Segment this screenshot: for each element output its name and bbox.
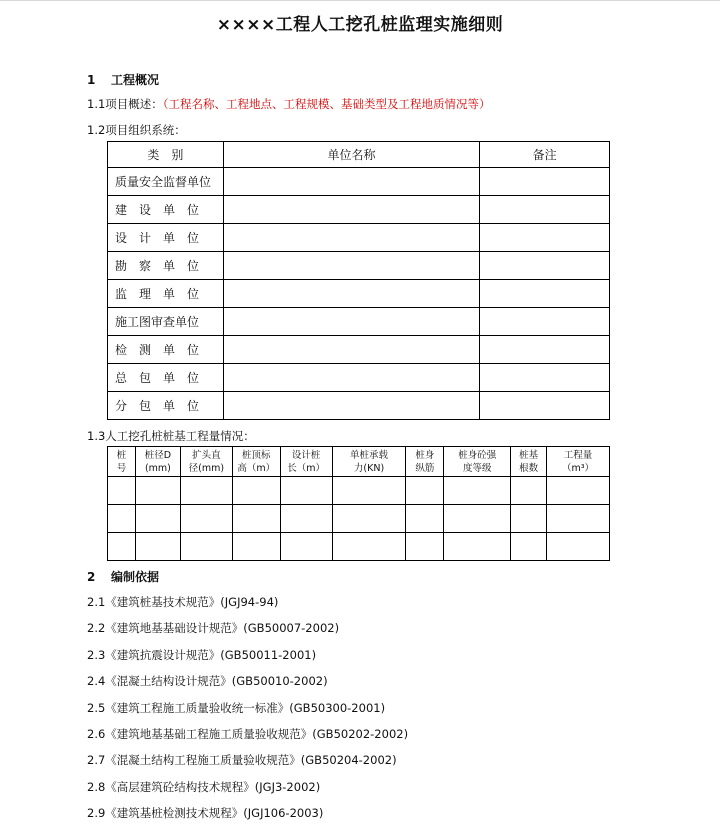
pile-header-text: (mm) [144, 462, 171, 474]
org-remark-cell [480, 364, 610, 392]
pile-cell [444, 477, 511, 505]
org-remark-cell [480, 392, 610, 420]
pile-cell [406, 505, 444, 533]
pile-header-text: 桩 [116, 449, 127, 461]
org-unit-name-cell [223, 280, 479, 308]
pile-header-text: 度等级 [462, 462, 492, 474]
pile-header-text: 桩基 [519, 449, 539, 461]
section-2-number: 2 [87, 570, 96, 584]
pile-cell [135, 477, 180, 505]
org-table [107, 141, 610, 420]
pile-header-text: 力(KN) [353, 462, 385, 474]
pile-table-row [108, 505, 610, 533]
pile-cell [108, 505, 136, 533]
pile-header-text: 桩顶标 [241, 449, 271, 461]
org-unit-name-cell [223, 196, 479, 224]
pile-header-cell [332, 447, 406, 477]
pile-cell [108, 477, 136, 505]
pile-table [107, 446, 610, 561]
pile-cell [406, 477, 444, 505]
org-unit-name-cell [223, 392, 479, 420]
org-table-row [108, 196, 610, 224]
reference-item: 2.4《混凝土结构设计规范》(GB50010-2002) [87, 674, 328, 689]
pile-cell [232, 505, 280, 533]
org-table-row [108, 224, 610, 252]
org-remark-cell [480, 308, 610, 336]
pile-header-text: 径(mm) [188, 462, 225, 474]
org-table-row [108, 392, 610, 420]
org-unit-name-cell [223, 336, 479, 364]
org-table-row [108, 308, 610, 336]
org-header-cell: 备注 [480, 142, 610, 168]
reference-item: 2.6《建筑地基基础工程施工质量验收规范》(GB50202-2002) [87, 727, 409, 741]
section-2-title: 编制依据 [111, 570, 160, 584]
pile-header-text: 高（m） [237, 462, 276, 474]
pile-header-cell [444, 447, 511, 477]
pile-cell [444, 505, 511, 533]
item-1-1-label: 1.1项目概述： [87, 97, 163, 111]
pile-cell [232, 477, 280, 505]
pile-cell [135, 505, 180, 533]
pile-cell [180, 505, 232, 533]
org-unit-name-cell [223, 224, 479, 252]
reference-item: 2.2《建筑地基基础设计规范》(GB50007-2002) [87, 621, 340, 636]
pile-header-cell [280, 447, 332, 477]
pile-cell [406, 533, 444, 561]
pile-table-header [108, 447, 610, 477]
pile-header-text: 工程量 [563, 449, 593, 461]
pile-header-cell [406, 447, 444, 477]
section-1-number: 1 [87, 73, 96, 87]
item-1-3: 1.3人工挖孔桩桩基工程量情况： [87, 429, 255, 443]
org-remark-cell [480, 224, 610, 252]
pile-table-row [108, 533, 610, 561]
section-2-heading [87, 568, 159, 585]
pile-cell [180, 533, 232, 561]
org-table-header [108, 142, 610, 168]
org-category-cell: 勘 察 单 位 [108, 252, 224, 280]
pile-cell [547, 477, 610, 505]
reference-item: 2.5《建筑工程施工质量验收统一标准》(GB50300-2001) [87, 700, 386, 715]
pile-header-text: 桩身 [415, 449, 435, 461]
item-1-1-hint: （工程名称、工程地点、工程规模、基础类型及工程地质情况等） [162, 97, 491, 111]
pile-header-text: 长（m） [287, 462, 326, 474]
org-remark-cell [480, 168, 610, 196]
reference-item: 2.3《建筑抗震设计规范》(GB50011-2001) [87, 647, 317, 662]
page-top-edge [0, 0, 720, 1]
org-table-row [108, 364, 610, 392]
pile-cell [280, 505, 332, 533]
reference-item: 2.8《高层建筑砼结构技术规程》(JGJ3-2002) [87, 779, 321, 794]
pile-cell [180, 477, 232, 505]
pile-cell [232, 533, 280, 561]
org-table-row [108, 168, 610, 196]
pile-header-cell [180, 447, 232, 477]
pile-cell [280, 533, 332, 561]
pile-cell [444, 533, 511, 561]
item-1-2: 1.2项目组织系统： [87, 123, 186, 137]
org-unit-name-cell [223, 168, 479, 196]
org-category-cell: 设 计 单 位 [108, 224, 224, 252]
pile-header-cell [135, 447, 180, 477]
pile-header-cell [547, 447, 610, 477]
org-category-cell: 监 理 单 位 [108, 280, 224, 308]
pile-header-text: 号 [116, 462, 127, 474]
pile-header-text: （m³） [561, 462, 595, 474]
item-1-1 [87, 96, 491, 112]
section-1-title: 工程概况 [111, 73, 160, 87]
org-remark-cell [480, 336, 610, 364]
pile-header-cell [108, 447, 136, 477]
document-title: ××××工程人工挖孔桩监理实施细则 [216, 15, 504, 35]
org-remark-cell [480, 196, 610, 224]
pile-cell [332, 505, 406, 533]
org-table-row [108, 280, 610, 308]
org-unit-name-cell [223, 308, 479, 336]
pile-header-cell [511, 447, 547, 477]
pile-header-text: 扩头直 [192, 449, 221, 461]
org-table-row [108, 336, 610, 364]
pile-header-text: 桩径D [144, 449, 172, 461]
pile-header-text: 单桩承载 [350, 449, 389, 461]
pile-cell [511, 477, 547, 505]
org-header-cell: 单位名称 [223, 142, 479, 168]
org-unit-name-cell [223, 252, 479, 280]
pile-cell [135, 533, 180, 561]
pile-cell [332, 477, 406, 505]
org-category-cell: 建 设 单 位 [108, 196, 224, 224]
org-category-cell: 质量安全监督单位 [108, 168, 224, 196]
org-remark-cell [480, 252, 610, 280]
pile-header-text: 纵筋 [415, 462, 435, 474]
reference-item: 2.7《混凝土结构工程施工质量验收规范》(GB50204-2002) [87, 753, 397, 768]
pile-cell [547, 505, 610, 533]
org-table-row [108, 252, 610, 280]
pile-header-cell [232, 447, 280, 477]
org-category-cell: 检 测 单 位 [108, 336, 224, 364]
pile-cell [108, 533, 136, 561]
section-1-heading [87, 71, 159, 88]
pile-cell [511, 533, 547, 561]
reference-item: 2.9《建筑基桩检测技术规程》(JGJ106-2003) [87, 806, 324, 821]
pile-cell [332, 533, 406, 561]
reference-item: 2.1《建筑桩基技术规范》(JGJ94-94) [87, 595, 279, 609]
org-remark-cell [480, 280, 610, 308]
org-category-cell: 分 包 单 位 [108, 392, 224, 420]
org-header-cell: 类 别 [108, 142, 224, 168]
org-category-cell: 总 包 单 位 [108, 364, 224, 392]
pile-cell [280, 477, 332, 505]
pile-cell [511, 505, 547, 533]
pile-header-text: 桩身砼强 [458, 449, 497, 461]
pile-cell [547, 533, 610, 561]
org-category-cell: 施工图审查单位 [108, 308, 224, 336]
pile-header-text: 设计桩 [291, 449, 321, 461]
pile-table-row [108, 477, 610, 505]
org-unit-name-cell [223, 364, 479, 392]
pile-header-text: 根数 [519, 462, 539, 474]
